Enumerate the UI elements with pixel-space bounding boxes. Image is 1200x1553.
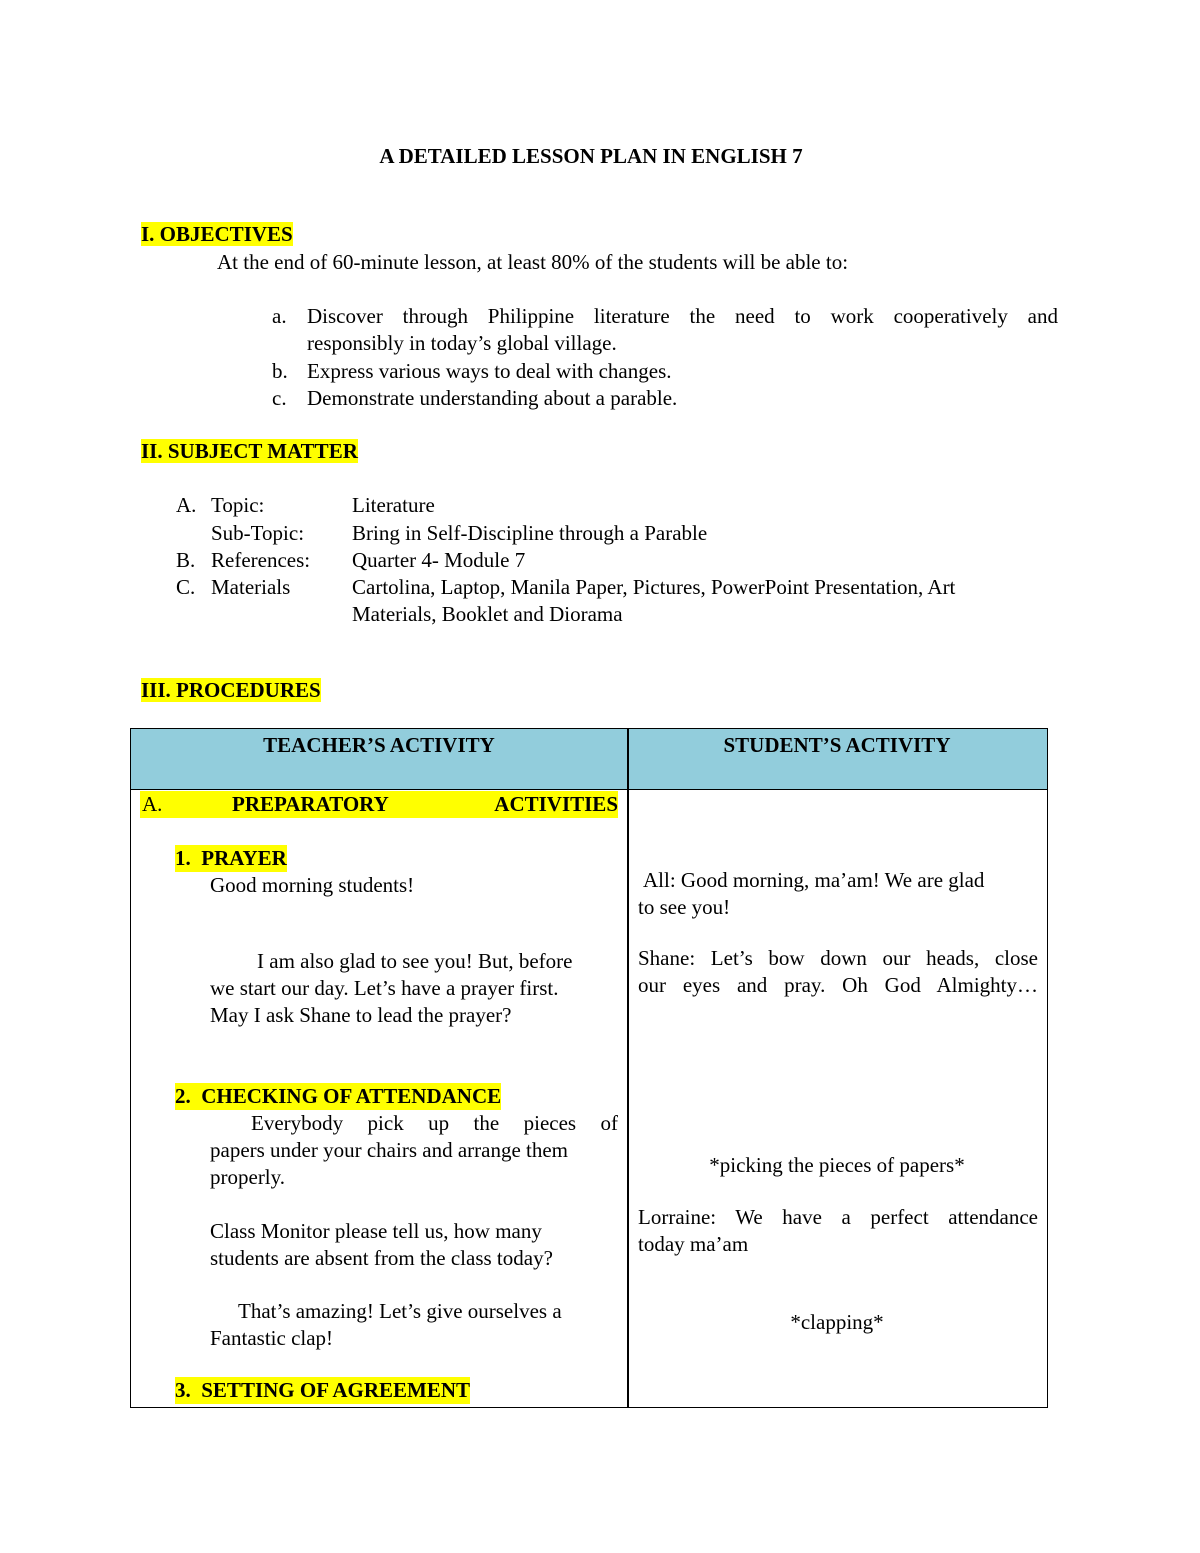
teacher-monitor-line2: students are absent from the class today? (210, 1246, 553, 1270)
col-student-activity: STUDENT’S ACTIVITY (723, 733, 951, 757)
attendance-heading: 2. CHECKING OF ATTENDANCE (175, 1084, 502, 1108)
teacher-attendance-line1: Everybody pick up the pieces of (251, 1111, 618, 1135)
subject-matter-heading: II. SUBJECT MATTER (141, 439, 358, 463)
teacher-prayer-line1: I am also glad to see you! But, before (257, 949, 573, 973)
sm-materials-label: Materials (211, 575, 291, 599)
sm-references-value: Quarter 4- Module 7 (352, 548, 526, 572)
student-attendance-line1: Lorraine: We have a perfect attendance (638, 1205, 1038, 1229)
section-a-word-1: PREPARATORY (232, 792, 389, 816)
document-title: A DETAILED LESSON PLAN IN ENGLISH 7 (379, 144, 803, 168)
sm-materials-value: Cartolina, Laptop, Manila Paper, Pictures, PowerPoint Presentation, Art (352, 575, 956, 599)
objective-marker-c: c. (272, 386, 287, 410)
section-a-marker: A. (142, 792, 163, 816)
objective-b: Express various ways to deal with changes. (307, 359, 672, 383)
sm-references-label: References: (211, 548, 311, 572)
objective-a-line1: Discover through Philippine literature the need to work cooperatively and (307, 304, 1058, 328)
teacher-prayer-line3: May I ask Shane to lead the prayer? (210, 1003, 512, 1027)
objective-marker-b: b. (272, 359, 288, 383)
section-a-word-2: ACTIVITIES (494, 792, 618, 816)
sm-materials-value-line2: Materials, Booklet and Diorama (352, 602, 623, 626)
sm-subtopic-label: Sub-Topic: (211, 521, 305, 545)
agreement-heading: 3. SETTING OF AGREEMENT (175, 1378, 471, 1402)
student-greeting-line2: to see you! (638, 895, 731, 919)
sm-topic-value: Literature (352, 493, 435, 517)
student-prayer-line2: our eyes and pray. Oh God Almighty… (638, 973, 1038, 997)
teacher-clap-line2: Fantastic clap! (210, 1326, 334, 1350)
teacher-clap-line1: That’s amazing! Let’s give ourselves a (238, 1299, 562, 1323)
student-clapping: *clapping* (790, 1310, 884, 1334)
objective-a-line2: responsibly in today’s global village. (307, 331, 617, 355)
section-a-heading (140, 791, 618, 818)
student-attendance-line2: today ma’am (638, 1232, 749, 1256)
student-prayer-line1: Shane: Let’s bow down our heads, close (638, 946, 1038, 970)
sm-marker-c: C. (176, 575, 196, 599)
teacher-monitor-line1: Class Monitor please tell us, how many (210, 1219, 542, 1243)
objectives-intro: At the end of 60-minute lesson, at least 80% of the students will be able to: (217, 250, 849, 274)
teacher-prayer-line2: we start our day. Let’s have a prayer first. (210, 976, 559, 1000)
prayer-heading: 1. PRAYER (175, 846, 287, 870)
procedures-heading: III. PROCEDURES (141, 678, 321, 702)
objective-c: Demonstrate understanding about a parable. (307, 386, 678, 410)
student-greeting-line1: All: Good morning, ma’am! We are glad (643, 868, 985, 892)
sm-marker-a: A. (176, 493, 197, 517)
sm-marker-b: B. (176, 548, 196, 572)
teacher-greeting: Good morning students! (210, 873, 415, 897)
procedures-table (130, 728, 1048, 1408)
student-picking-papers: *picking the pieces of papers* (709, 1153, 965, 1177)
col-teacher-activity: TEACHER’S ACTIVITY (263, 733, 495, 757)
teacher-attendance-line2: papers under your chairs and arrange them (210, 1138, 569, 1162)
objectives-heading: I. OBJECTIVES (141, 222, 293, 246)
column-divider (627, 729, 629, 1407)
teacher-attendance-line3: properly. (210, 1165, 286, 1189)
sm-subtopic-value: Bring in Self-Discipline through a Parable (352, 521, 708, 545)
sm-topic-label: Topic: (211, 493, 265, 517)
objective-marker-a: a. (272, 304, 287, 328)
